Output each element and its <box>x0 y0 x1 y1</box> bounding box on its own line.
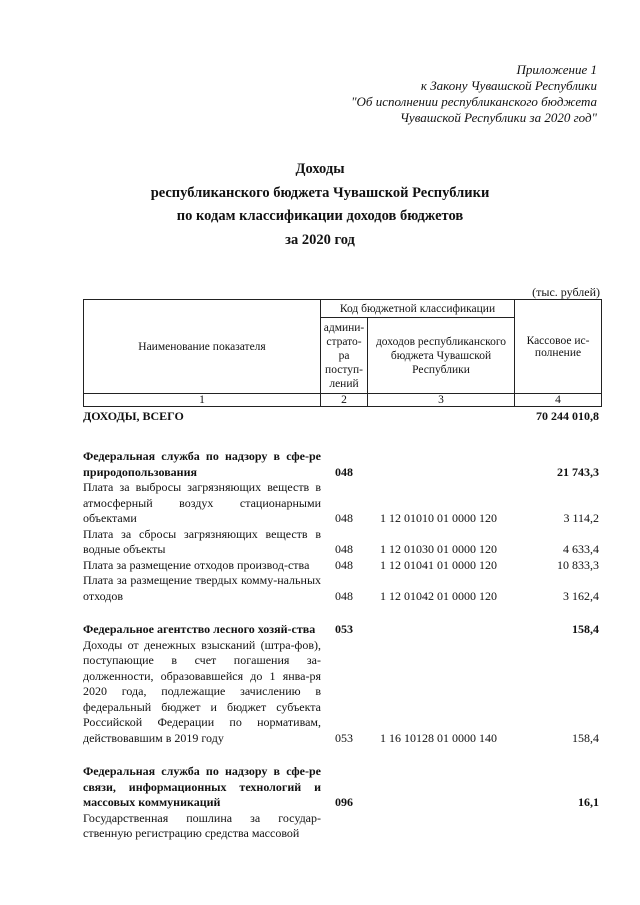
annex-line: Приложение 1 <box>516 62 597 77</box>
title-line: республиканского бюджета Чувашской Республики <box>150 184 490 201</box>
header-col-number: 4 <box>515 394 602 407</box>
agency-row <box>83 449 601 480</box>
income-name: Плата за размещение твердых комму-нальных отходов <box>83 573 321 603</box>
income-value: 3 114,2 <box>563 511 599 525</box>
income-name: Плата за размещение отходов производ-ства <box>83 557 310 572</box>
income-admin-code: 048 <box>335 542 353 556</box>
header-col-number: 1 <box>84 394 321 407</box>
agency-name: Федеральное агентство лесного хозяй-ства <box>83 622 316 636</box>
annex-block <box>297 62 597 126</box>
header-admin: админи-страто-ра поступ-лений <box>321 318 368 394</box>
title-line: Доходы <box>295 161 345 177</box>
annex-line: к Закону Чувашской Республики <box>420 78 597 93</box>
income-name: Плата за сбросы загрязняющих веществ в водные объекты <box>83 526 321 556</box>
header-col-number: 2 <box>321 394 368 407</box>
income-row <box>83 480 601 527</box>
agency-name: Федеральная служба по надзору в сфе-ре связи, информационных технологий и массовых коммуникаций <box>83 764 321 809</box>
income-name: Государственная пошлина за государ-ственную регистрацию средства массовой <box>83 810 321 840</box>
income-row <box>83 527 601 558</box>
annex-line: Чувашской Республики за 2020 год" <box>399 110 597 125</box>
total-label: ДОХОДЫ, ВСЕГО <box>83 409 184 423</box>
income-admin-code: 048 <box>335 557 353 572</box>
header-code-group: Код бюджетной классификации <box>321 300 515 318</box>
header-col-number: 3 <box>368 394 515 407</box>
agency-total: 16,1 <box>578 795 599 809</box>
total-row <box>83 409 601 424</box>
agency-row <box>83 764 601 811</box>
table-body <box>83 409 601 842</box>
table-header <box>83 299 602 407</box>
income-classification-code: 1 12 01010 01 0000 120 <box>380 511 497 525</box>
income-classification-code: 1 12 01042 01 0000 120 <box>380 588 497 603</box>
agency-row <box>83 622 601 638</box>
header-name: Наименование показателя <box>84 300 321 394</box>
income-name: Плата за выбросы загрязняющих веществ в атмосферный воздух стационарными объектами <box>83 480 321 525</box>
annex-line: "Об исполнении республиканского бюджета <box>351 94 597 109</box>
agency-total: 158,4 <box>572 622 599 636</box>
units-label: (тыс. рублей) <box>532 285 600 299</box>
income-value: 4 633,4 <box>563 542 599 556</box>
income-value: 3 162,4 <box>563 588 599 603</box>
agency-admin-code: 096 <box>335 795 353 809</box>
title-line: по кодам классификации доходов бюджетов <box>176 208 464 224</box>
income-row <box>83 558 601 574</box>
income-value: 10 833,3 <box>557 557 599 572</box>
header-exec: Кассовое ис-полнение <box>515 300 602 394</box>
income-admin-code: 048 <box>335 588 353 603</box>
income-admin-code: 053 <box>335 730 353 745</box>
income-row <box>83 573 601 604</box>
agency-admin-code: 053 <box>335 622 353 636</box>
income-row <box>83 811 601 842</box>
income-admin-code: 048 <box>335 511 353 525</box>
income-name: Доходы от денежных взысканий (штра-фов), поступающие в счет погашения за-долженности, образовавшейся до 1 янва-ря 2020 года, подлежащие зачислению в федеральный бюджет и бюджет субъекта Российской Федерации по нормативам, действовавшим в 2019 году <box>83 637 321 745</box>
title-line: за 2020 год <box>285 231 355 248</box>
agency-admin-code: 048 <box>335 464 353 479</box>
income-classification-code: 1 12 01041 01 0000 120 <box>380 557 497 572</box>
income-classification-code: 1 16 10128 01 0000 140 <box>380 730 497 745</box>
income-row <box>83 638 601 747</box>
total-value: 70 244 010,8 <box>536 408 599 423</box>
income-value: 158,4 <box>572 730 599 745</box>
agency-name: Федеральная служба по надзору в сфе-ре природопользования <box>83 449 321 479</box>
agency-total: 21 743,3 <box>557 464 599 479</box>
header-income: доходов республиканского бюджета Чувашской Республики <box>368 318 515 394</box>
document-title <box>0 158 640 252</box>
income-classification-code: 1 12 01030 01 0000 120 <box>380 542 497 556</box>
